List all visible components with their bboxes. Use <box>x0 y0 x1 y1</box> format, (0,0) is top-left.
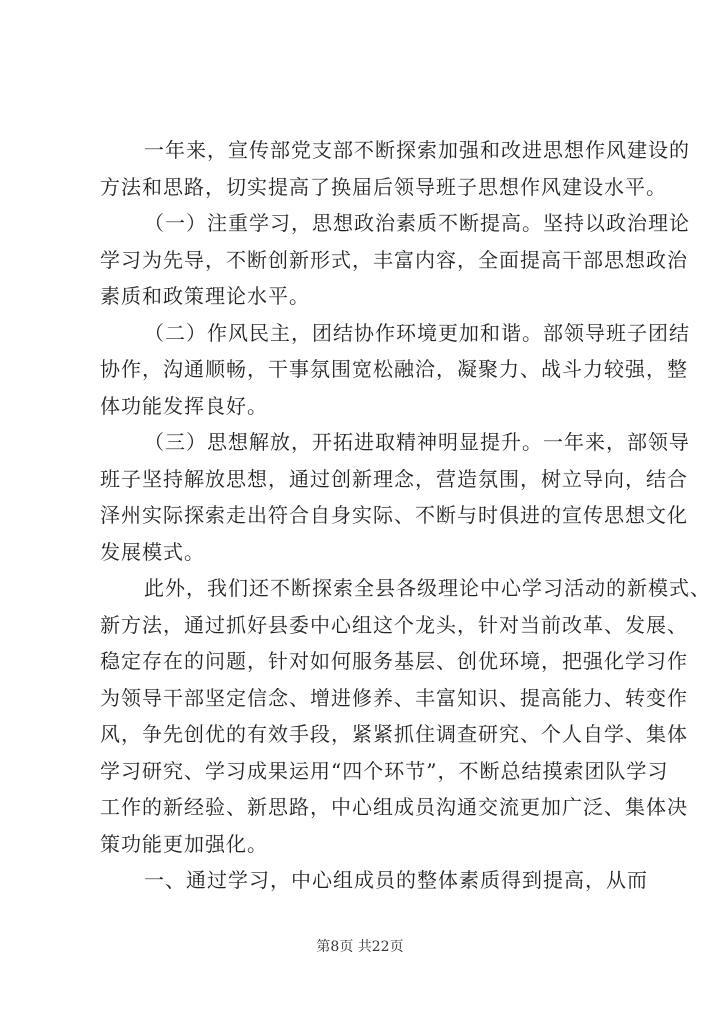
document-body <box>100 132 711 899</box>
paragraph <box>100 862 648 899</box>
text-line: （一）注重学习，思想政治素质不断提高。坚持以政治理论 <box>144 211 690 235</box>
text-line: 为领导干部坚定信念、增进修养、丰富知识、提高能力、转变作 <box>100 685 688 710</box>
text-line: 一、通过学习，中心组成员的整体素质得到提高，从而 <box>144 868 648 892</box>
text-line: （三）思想解放，开拓进取精神明显提升。一年来，部领导 <box>144 430 690 454</box>
text-line: （二）作风民主，团结协作环境更加和谐。部领导班子团结 <box>144 320 690 345</box>
paragraph <box>100 132 690 205</box>
text-line: 发展模式。 <box>100 539 205 564</box>
text-line: 素质和政策理论水平。 <box>100 284 310 308</box>
page-number-footer: 第8页 共22页 <box>316 939 404 955</box>
paragraph <box>100 205 690 315</box>
text-line: 体功能发挥良好。 <box>100 393 268 418</box>
text-line: 学习为先导，不断创新形式，丰富内容，全面提高干部思想政治 <box>100 247 688 272</box>
text-line: 策功能更加强化。 <box>100 831 268 856</box>
text-line: 泽州实际探索走出符合自身实际、不断与时俱进的宣传思想文化 <box>100 503 688 527</box>
paragraph <box>100 424 690 570</box>
text-line: 学习研究、学习成果运用“四个环节”，不断总结摸索团队学习 <box>100 758 669 783</box>
paragraph <box>100 570 711 862</box>
text-line: 协作，沟通顺畅，干事氛围宽松融洽，凝聚力、战斗力较强，整 <box>100 357 688 381</box>
text-line: 方法和思路，切实提高了换届后领导班子思想作风建设水平。 <box>100 174 667 199</box>
text-line: 新方法，通过抓好县委中心组这个龙头，针对当前改革、发展、 <box>100 612 688 637</box>
text-line: 一年来，宣传部党支部不断探索加强和改进思想作风建设的 <box>144 138 690 162</box>
text-line: 此外，我们还不断探索全县各级理论中心学习活动的新模式、 <box>144 576 711 600</box>
text-line: 班子坚持解放思想，通过创新理念，营造氛围，树立导向，结合 <box>100 466 688 491</box>
text-line: 工作的新经验、新思路，中心组成员沟通交流更加广泛、集体决 <box>100 795 688 819</box>
text-line: 稳定存在的问题，针对如何服务基层、创优环境，把强化学习作 <box>100 649 688 673</box>
paragraph <box>100 315 690 425</box>
text-line: 风，争先创优的有效手段，紧紧抓住调查研究、个人自学、集体 <box>100 722 688 746</box>
